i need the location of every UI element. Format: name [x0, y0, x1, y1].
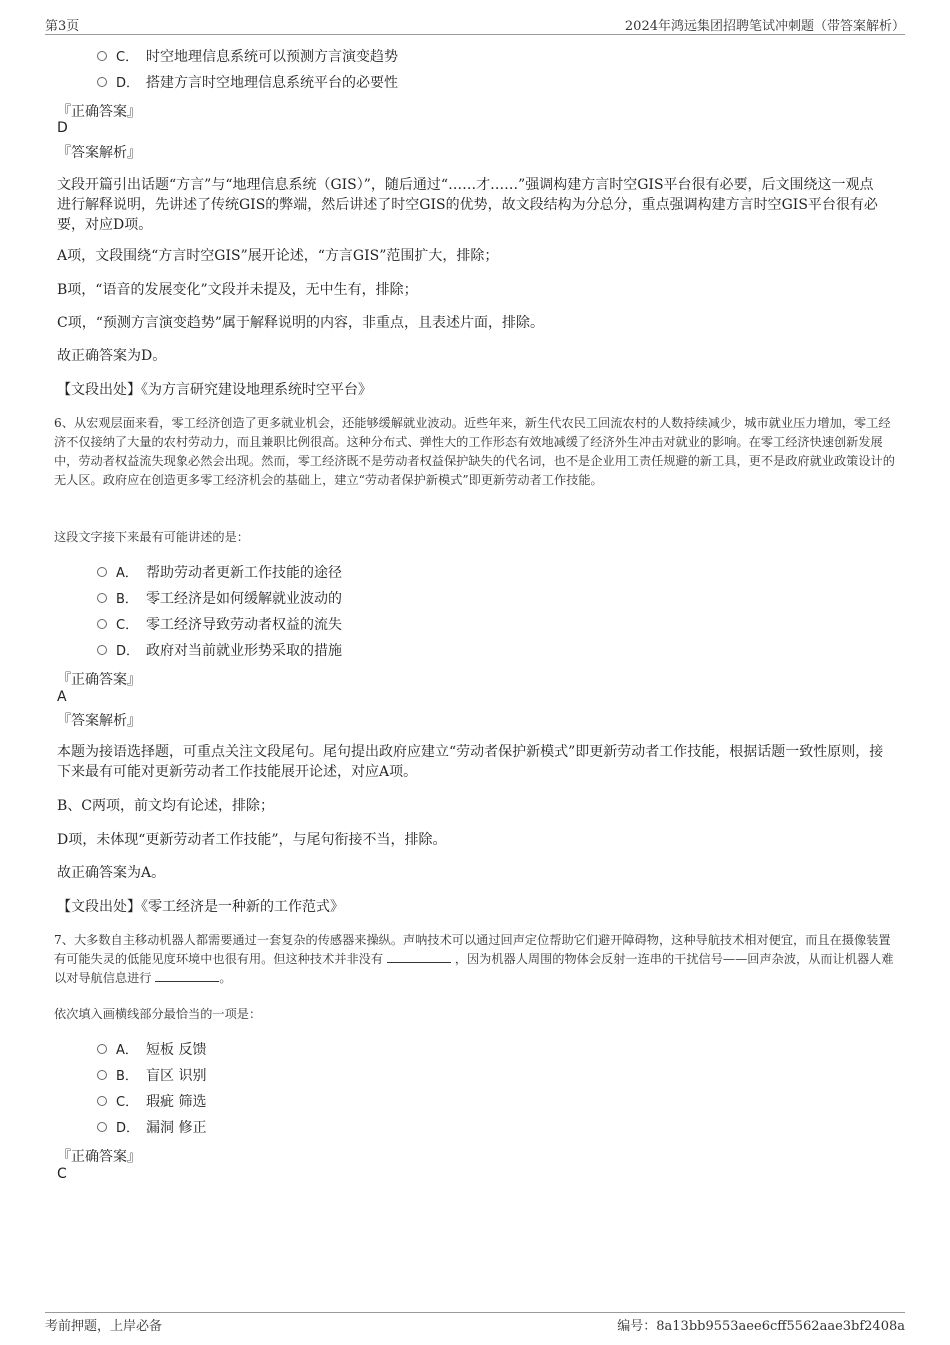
q7-option-d[interactable]: D． 漏洞 修正	[97, 1118, 206, 1138]
q5-analysis-line: A项，文段围绕“方言时空GIS”展开论述，“方言GIS”范围扩大，排除；	[57, 248, 499, 264]
fill-blank-1[interactable]	[387, 950, 451, 963]
radio-icon[interactable]	[97, 77, 107, 87]
page-footer	[45, 1312, 905, 1335]
footer-serial: 编号：8a13bb9553aee6cff5562aae3bf2408a	[617, 1319, 905, 1334]
footer-slogan: 考前押题，上岸必备	[45, 1319, 163, 1334]
radio-icon[interactable]	[97, 51, 107, 61]
q7-correct-label: 『正确答案』	[57, 1149, 141, 1165]
q6-analysis-text: 本题为接语选择题，可重点关注文段尾句。尾句提出政府应建立“劳动者保护新模式”即更新劳动者工作技能，根据话题一致性原则，接下来最有可能对更新劳动者工作技能展开论述，对应A项。	[57, 744, 884, 780]
q7-option-a[interactable]: A． 短板 反馈	[97, 1040, 206, 1060]
q7-correct-answer: C	[57, 1166, 67, 1182]
q5-analysis-text: 文段开篇引出话题“方言”与“地理信息系统（GIS）”，随后通过“……才……”强调构建方言时空GIS平台很有必要，后文围绕这一观点进行解释说明，先讲述了传统GIS的弊端，然后讲述了时空GIS的优势，故文段结构为分总分，重点强调构建方言时空GIS平台很有必要，对应D项。	[57, 177, 878, 233]
radio-icon[interactable]	[97, 1070, 107, 1080]
q6-option-a[interactable]: A． 帮助劳动者更新工作技能的途径	[97, 563, 342, 583]
q6-analysis-line: D项，未体现“更新劳动者工作技能”，与尾句衔接不当，排除。	[57, 832, 447, 848]
radio-icon[interactable]	[97, 1096, 107, 1106]
radio-icon[interactable]	[97, 645, 107, 655]
page-number: 第3页	[45, 19, 80, 34]
q7-prompt: 依次填入画横线部分最恰当的一项是：	[54, 1007, 262, 1021]
q7-option-c[interactable]: C． 瑕疵 筛选	[97, 1092, 206, 1112]
q5-analysis-line: B项，“语音的发展变化”文段并未提及，无中生有，排除；	[57, 282, 418, 298]
q5-analysis-line: 故正确答案为D。	[57, 348, 167, 364]
q6-option-d[interactable]: D． 政府对当前就业形势采取的措施	[97, 641, 342, 661]
q6-correct-label: 『正确答案』	[57, 672, 141, 688]
q6-correct-answer: A	[57, 689, 67, 705]
q6-prompt: 这段文字接下来最有可能讲述的是：	[54, 530, 249, 544]
q6-analysis-label: 『答案解析』	[57, 713, 141, 729]
q6-analysis-line: 故正确答案为A。	[57, 865, 166, 881]
q5-option-c[interactable]: C． 时空地理信息系统可以预测方言演变趋势	[97, 47, 398, 67]
q5-correct-label: 『正确答案』	[57, 104, 141, 120]
radio-icon[interactable]	[97, 619, 107, 629]
radio-icon[interactable]	[97, 1122, 107, 1132]
q7-option-b[interactable]: B． 盲区 识别	[97, 1066, 206, 1086]
q6-analysis-line: B、C两项，前文均有论述，排除；	[57, 798, 274, 814]
q6-option-b[interactable]: B． 零工经济是如何缓解就业波动的	[97, 589, 342, 609]
fill-blank-2[interactable]	[155, 969, 219, 982]
q5-correct-answer: D	[57, 120, 68, 136]
q5-source: 【文段出处】《为方言研究建设地理系统时空平台》	[57, 382, 372, 398]
q7-stem: 7、大多数自主移动机器人都需要通过一套复杂的传感器来操纵。声呐技术可以通过回声定位帮助它们避开障碍物，这种导航技术相对便宜，而且在摄像装置有可能失灵的低能见度环境中也很有用。但这种技术并非没有 ，因为机器人周围的物体会反射一连串的干扰信号——回声杂波，从而让机器人难以对导航信息进行 。	[54, 933, 894, 985]
q5-analysis-label: 『答案解析』	[57, 145, 141, 161]
radio-icon[interactable]	[97, 593, 107, 603]
q6-stem: 6、从宏观层面来看，零工经济创造了更多就业机会，还能够缓解就业波动。近些年来，新生代农民工回流农村的人数持续减少，城市就业压力增加，零工经济不仅接纳了大量的农村劳动力，而且兼职比例很高。这种分布式、弹性大的工作形态有效地减缓了经济外生冲击对就业的影响。在零工经济快速创新发展中，劳动者权益流失现象必然会出现。然而，零工经济既不是劳动者权益保护缺失的代名词，也不是企业用工责任规避的新工具，更不是政府就业政策设计的无人区。政府应在创造更多零工经济机会的基础上，建立“劳动者保护新模式”即更新劳动者工作技能。	[54, 416, 895, 487]
radio-icon[interactable]	[97, 1044, 107, 1054]
page-header	[45, 14, 905, 35]
q6-option-c[interactable]: C． 零工经济导致劳动者权益的流失	[97, 615, 342, 635]
q5-option-d[interactable]: D． 搭建方言时空地理信息系统平台的必要性	[97, 73, 398, 93]
q5-analysis-line: C项，“预测方言演变趋势”属于解释说明的内容，非重点，且表述片面，排除。	[57, 315, 545, 331]
q6-source: 【文段出处】《零工经济是一种新的工作范式》	[57, 899, 344, 915]
document-title: 2024年鸿远集团招聘笔试冲刺题（带答案解析）	[624, 19, 905, 34]
radio-icon[interactable]	[97, 567, 107, 577]
